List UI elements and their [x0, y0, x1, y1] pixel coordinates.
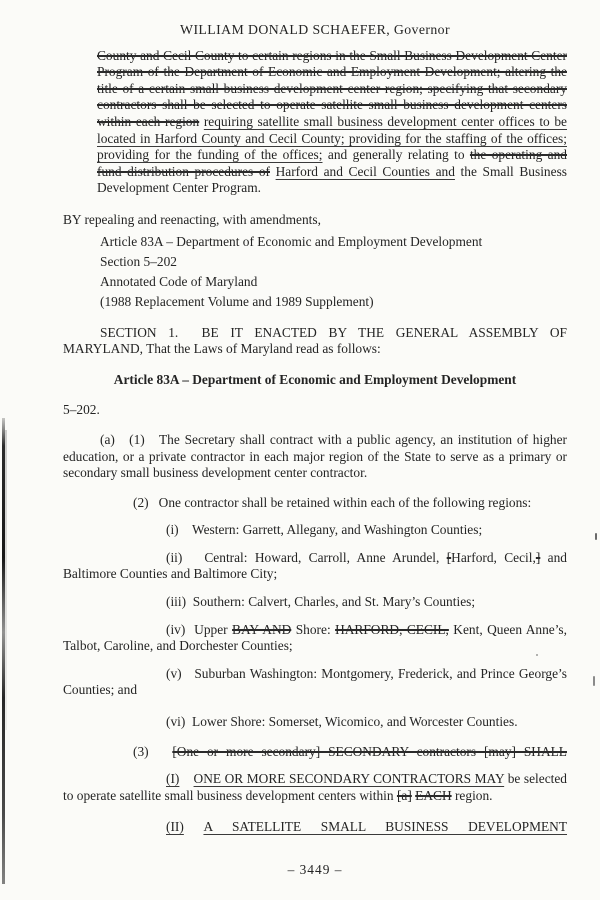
text-segment-strike: HARFORD, CECIL,	[335, 621, 449, 637]
text-segment-strike: [a]	[396, 787, 412, 803]
region-i	[63, 522, 567, 539]
text-segment-plain: (3)	[133, 743, 173, 759]
text-segment-plain: (ii) Central: Howard, Carroll, Anne Arundel,	[166, 549, 447, 565]
code-section-number	[63, 402, 567, 419]
text-segment-plain: and Baltimore Counties and Baltimore City;	[63, 549, 567, 582]
text-segment-plain: be selected to operate satellite small business development centers within	[63, 771, 567, 803]
region-iv	[63, 622, 567, 655]
text-segment-plain: SECTION 1. BE IT ENACTED BY THE GENERAL ASSEMBLY OF MARYLAND, That the Laws of Maryland read as follows:	[63, 324, 567, 357]
text-segment-underline: A SATELLITE SMALL BUSINESS DEVELOPMENT	[203, 819, 568, 835]
enacting-clause	[63, 325, 567, 358]
region-v	[63, 666, 567, 699]
text-segment-plain: the Small Business Development Center Program.	[97, 163, 567, 196]
text-segment-strike: County and Cecil County to certain regions in the Small Business Development Center Program of the Department of Economic and Employment Development; altering the title of a certain small business development center region; specifying that secondary contractors shall be selected to operate satellite small business development centers within each region	[97, 47, 567, 129]
text-segment-plain: Shore:	[291, 621, 336, 637]
scan-artifact-left-shadow	[5, 430, 7, 730]
text-segment-underline: ONE OR MORE SECONDARY CONTRACTORS MAY	[193, 771, 505, 787]
text-segment-plain: Harford, Cecil,	[451, 549, 536, 565]
text-segment-plain: (1988 Replacement Volume and 1989 Supplement)	[100, 293, 374, 309]
text-segment-underline: (II)	[166, 819, 184, 835]
text-segment-plain: Section 5–202	[100, 253, 177, 269]
region-iii	[63, 594, 567, 611]
text-segment-plain: region.	[451, 787, 493, 803]
text-segment-plain: and generally relating to	[322, 147, 470, 163]
scan-speck	[595, 533, 597, 540]
by-clause	[63, 212, 567, 229]
text-segment-strike: [	[446, 549, 452, 565]
text-segment-underline: Harford and Cecil Counties and	[275, 163, 455, 179]
text-segment-underline: requiring satellite small business development center offices to be located in Harford County and Cecil County; providing for the staffing of the offices; providing for the funding of the offices;	[97, 113, 568, 163]
scan-speck	[536, 654, 538, 656]
text-segment-plain	[179, 771, 193, 786]
text-segment-plain: 5–202.	[63, 402, 100, 418]
page-number: – 3449 –	[287, 862, 343, 877]
bill-text-body	[63, 48, 567, 836]
text-segment-plain	[184, 819, 204, 834]
text-segment-plain: (v) Suburban Washington: Montgomery, Frederick, and Prince George’s Counties; and	[63, 665, 567, 698]
cite-code	[100, 273, 567, 291]
text-segment-plain: (vi) Lower Shore: Somerset, Wicomico, and Worcester Counties.	[166, 714, 518, 730]
text-segment-strike: BAY AND	[232, 621, 292, 637]
text-segment-plain: (a) (1) The Secretary shall contract with a public agency, an institution of higher education, or a private contractor in each major region of the State to serve as a primary or secondary small business development center contractor.	[63, 431, 567, 481]
text-segment-plain: Annotated Code of Maryland	[100, 273, 258, 289]
text-segment-plain: (iii) Southern: Calvert, Charles, and St. Mary’s Counties;	[166, 594, 476, 610]
text-segment-plain: Article 83A – Department of Economic and Employment Development	[113, 371, 517, 387]
text-segment-plain: BY repealing and reenacting, with amendments,	[63, 211, 321, 227]
text-segment-plain: Kent, Queen Anne’s, Talbot, Caroline, and Dorchester Counties;	[63, 621, 567, 654]
text-segment-plain: (2) One contractor shall be retained within each of the following regions:	[133, 494, 532, 510]
para-a-3-II	[63, 819, 567, 836]
para-a-1	[63, 432, 567, 482]
text-segment-plain: (i) Western: Garrett, Allegany, and Washington Counties;	[166, 522, 483, 538]
text-segment-plain: (iv) Upper	[166, 621, 233, 637]
text-segment-plain: Article 83A – Department of Economic and Employment Development	[100, 233, 483, 249]
text-segment-underline: (I)	[166, 771, 180, 787]
para-a-2	[63, 495, 567, 512]
para-a-3	[63, 744, 567, 761]
text-segment-strike: [One or more secondary] SECONDARY contractors [may] SHALL	[172, 743, 567, 759]
governor-header: WILLIAM DONALD SCHAEFER, Governor	[180, 22, 450, 37]
text-segment-strike: ]	[535, 549, 541, 565]
bill-preamble	[97, 48, 567, 197]
cite-section	[100, 253, 567, 271]
para-a-3-I	[63, 771, 567, 804]
region-vi	[63, 714, 567, 731]
text-segment-strike: EACH	[415, 787, 452, 803]
scan-speck	[593, 676, 595, 686]
cite-volume	[100, 293, 567, 311]
article-heading	[63, 372, 567, 389]
region-ii	[63, 550, 567, 583]
text-segment-strike: the operating and fund distribution procedures of	[97, 147, 567, 179]
cite-article	[100, 233, 567, 251]
